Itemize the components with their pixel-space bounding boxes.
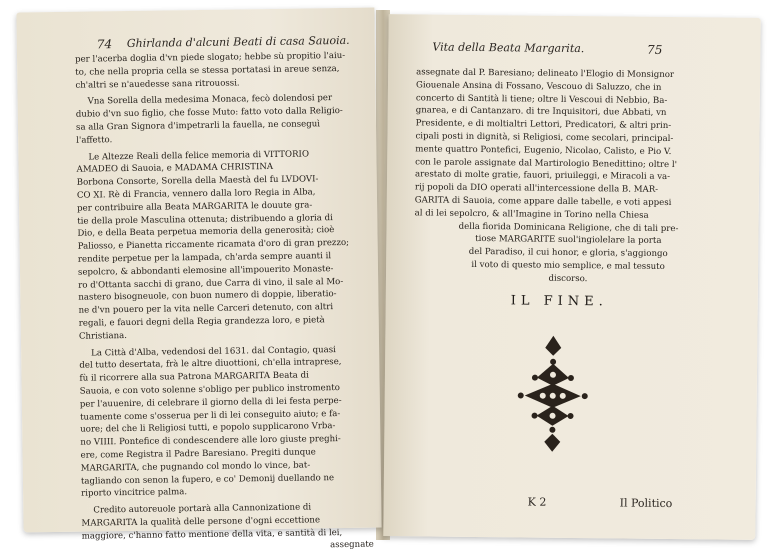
running-title-left: Ghirlanda d'alcuni Beati di casa Sauoia. [126, 33, 350, 50]
text-line: Vna Sorella della medesima Monaca, fecò dolendosi per [87, 93, 333, 107]
text-line: al di lei sepolcro, & all'Imagine in Torino nella Chiesa [414, 208, 649, 221]
text-line: per l'acerba doglia d'vn piede slogato; hebbe sù propitio l'aiu- [74, 50, 346, 65]
text-line: del Paradiso, il cui honor, e gloria, s'aggiongo [468, 247, 668, 260]
text-line: assegnate dal P. Baresiano; delineato l'Elogio di Monsignor [416, 67, 675, 81]
text-line: GARITA di Sauoia, come appare dalle tabelle, e voti appesi [414, 195, 672, 209]
text-line: rij popoli da DIO operati all'intercessione della B. MAR- [414, 182, 659, 196]
text-line: tie della prole Masculina ottenuta; distribuendo a gloria di [77, 212, 333, 227]
text-line: gnarea, e di Cantanzaro. di tre Inquisitori, due Abbati, vn [415, 105, 667, 119]
text-line: no VIIII. Pontefice di condescendere alle loro giuste preghi- [80, 434, 341, 448]
text-line: cipali posti in dignità, si Religiosi, come secolari, principal- [415, 131, 674, 145]
open-book [8, 10, 760, 550]
catchword: Il Politico [619, 496, 673, 511]
text-line: concerto di Santità li tiene; oltre li Vescoui di Nebbio, Ba- [415, 92, 668, 106]
signature-mark: K 2 [527, 495, 547, 509]
text-line: regali, e fauori degni della Regia grandezza loro, e pietà [78, 315, 325, 329]
text-line: ch'altri se n'auedesse sana ritrouossi. [75, 78, 240, 91]
text-line: discorso. [548, 273, 588, 284]
text-line: assegnate [330, 540, 374, 551]
text-line: rendite perpetue per la lampada, ch'arda sempre auanti il [77, 251, 332, 265]
text-line: riporto vincitrice palma. [81, 487, 188, 499]
text-line: Dio, e della Beata perpetua memoria della generosità; cioè [77, 225, 335, 240]
text-line: Le Altezze Reali della felice memoria di VITTORIO [88, 149, 310, 163]
text-line: ro d'Ottanta sacchi di grano, due Carra di vino, il sale al Mo- [78, 276, 344, 291]
right-page [383, 14, 760, 540]
text-line: l'affetto. [76, 134, 113, 146]
text-line: nastero bisogneuole, con buon numero di doppie, liberatio- [78, 289, 337, 304]
text-line: del tutto desertata, frà le altre diuottioni, ch'ella intraprese, [79, 357, 342, 372]
text-line: AMADEO di Sauoia, e MADAMA CHRISTINA [76, 162, 274, 176]
text-line: Paliosso, e Pianetta riccamente ricamata d'oro di gran prezzo; [77, 238, 350, 252]
text-line: il voto di questo mio semplice, e mal tessuto [471, 259, 665, 272]
left-running-head [17, 33, 375, 52]
text-line: Giouenale Ansina di Fossano, Vescouo di Saluzzo, che in [415, 80, 662, 93]
page-number-left: 74 [96, 37, 113, 52]
text-line: arestato di molte gratie, fauori, priuileggi, e Miracoli a va- [415, 169, 671, 183]
printers-ornament-icon [512, 333, 593, 454]
text-line: per l'auuenire, di celebrare il giorno della di lei festa perpe- [79, 395, 342, 410]
text-line: CO XI. Rè di Francia, vennero dalla loro Regia in Alba, [76, 187, 316, 201]
text-line: sa alla Gran Signora d'impetrarli la fauella, ne conseguì [75, 119, 321, 133]
right-running-head [388, 40, 760, 57]
text-line: MARGARITA, che pugnando col mondo lo vince, bat- [80, 460, 311, 474]
text-line: della fiorida Dominicana Religione, che di tali pre- [458, 221, 679, 234]
text-line: per contribuire alla Beata MARGARITA le douute gra- [77, 200, 313, 214]
text-line: uore; del che li Religiosi tutti, e popolo supplicarono Vrba- [80, 421, 336, 435]
text-line: dubio d'vn suo figlio, che fosse Muto: fatto voto dalla Religio- [75, 106, 343, 120]
text-line: con le parole assignate dal Martirologio Benedittino; oltre l' [415, 156, 678, 170]
left-body-text [75, 50, 374, 556]
text-line: Borbona Consorte, Sorella della Maestà del fu LVDOVI- [76, 174, 319, 188]
finis-heading: IL FINE. [510, 293, 608, 310]
text-line: ere, come Registra il Padre Baresiano. Pregiti dunque [80, 447, 316, 461]
text-line: maggiore, c'hanno fatto mentione della vita, e santità di lei, [81, 527, 343, 542]
right-body-text [414, 66, 754, 287]
text-line: tagliando con senon la fupero, e co' Demonij duellando ne [80, 472, 335, 487]
text-line: MARGARITA la qualità delle persone d'ogni eccettione [81, 515, 321, 529]
text-line: tuamente come s'osserua per li di lei conseguito aiuto; e fa- [79, 408, 341, 423]
text-line: Christiana. [78, 330, 128, 342]
text-line: sepolcro, & abbondanti elemosine all'impouerito Monaste- [77, 263, 334, 278]
text-line: mente quattro Pontefici, Eugenio, Nicolao, Calisto, e Pio V. [415, 144, 672, 157]
text-line: fù il ricorrere alla sua Patrona MARGARITA Beata di [79, 370, 309, 384]
text-line: ne d'vn pouero per la vita nelle Carceri detenuto, con altri [78, 302, 334, 316]
running-title-right: Vita della Beata Margarita. [432, 40, 585, 56]
left-page [16, 8, 381, 551]
text-line: to, che nella propria cella se stessa portatasi in areue senza, [75, 63, 340, 78]
text-line: Presidente, e di moltialtri Lettori, Predicatori, & altri prin- [415, 118, 672, 132]
page-number-right: 75 [647, 42, 663, 57]
text-line: tiose MARGARITE suol'ingiolelare la porta [475, 234, 662, 247]
text-line: Credito autoreuole portarà alla Cannonizatione di [93, 502, 312, 516]
text-line: La Città d'Alba, vedendosi del 1631. dal Contagio, quasi [91, 344, 336, 359]
text-line: Sauoia, e con voto solenne s'obligo per publico instromento [79, 382, 340, 397]
